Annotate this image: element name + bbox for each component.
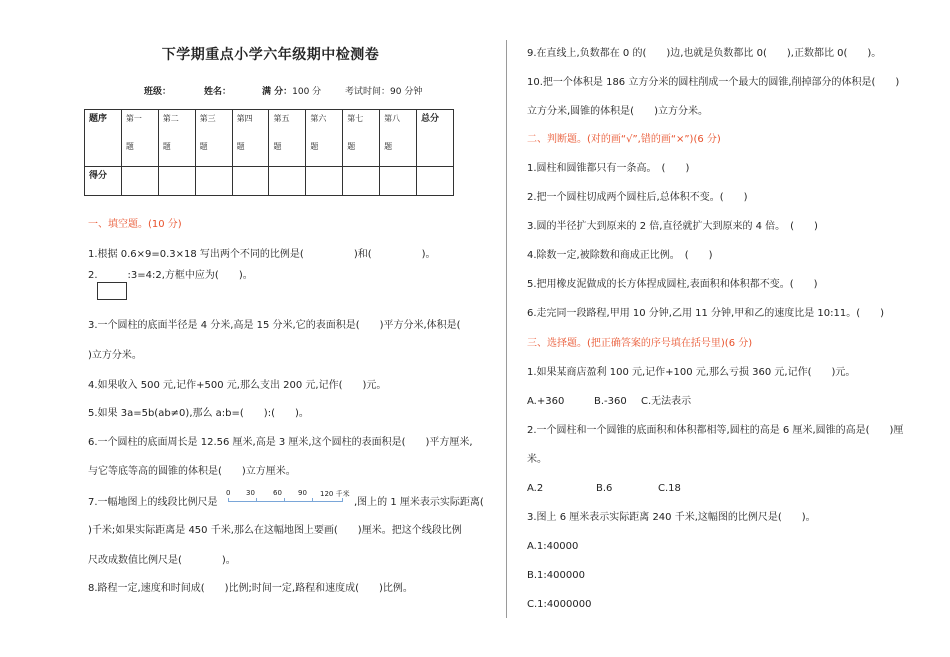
column-divider	[506, 40, 507, 618]
col-2: 第二 题	[158, 110, 195, 167]
judge-5: 5.把用橡皮泥做成的长方体捏成圆柱,表面积和体积都不变。( )	[527, 279, 818, 290]
question-4: 4.如果收入 500 元,记作+500 元,那么支出 200 元,记作( )元。	[88, 380, 387, 391]
scale-tick	[228, 498, 229, 502]
scale-tick	[342, 498, 343, 502]
choice-3: 3.图上 6 厘米表示实际距离 240 千米,这幅图的比例尺是( )。	[527, 512, 816, 523]
score-cell[interactable]	[269, 167, 306, 196]
col-6: 第六 题	[306, 110, 343, 167]
score-cell[interactable]	[306, 167, 343, 196]
choice-3-option-c: C.1:4000000	[527, 599, 592, 610]
total-header: 总分	[417, 110, 454, 167]
question-7-cont: )千米;如果实际距离是 450 千米,那么在这幅地图上要画( )厘米。把这个线段比例	[88, 525, 462, 536]
choice-1: 1.如果某商店盈利 100 元,记作+100 元,那么亏损 360 元,记作( )元。	[527, 367, 856, 378]
score-label: 得分	[85, 167, 122, 196]
choice-1-option-a: A.+360	[527, 396, 565, 407]
scale-label: 0	[226, 489, 231, 497]
scale-axis	[228, 501, 343, 502]
question-7: 7.一幅地图上的线段比例尺是	[88, 497, 218, 508]
question-8: 8.路程一定,速度和时间成( )比例;时间一定,路程和速度成( )比例。	[88, 583, 413, 594]
answer-box	[97, 282, 127, 300]
score-cell[interactable]	[195, 167, 232, 196]
question-9: 9.在直线上,负数都在 0 的( )边,也就是负数都比 0( ),正数都比 0( )。	[527, 48, 882, 59]
score-table	[84, 109, 454, 196]
col-7: 第七 题	[343, 110, 380, 167]
col-5: 第五 题	[269, 110, 306, 167]
exam-title: 下学期重点小学六年级期中检测卷	[161, 47, 380, 63]
question-3-cont: )立方分米。	[88, 350, 142, 361]
question-5: 5.如果 3a=5b(ab≠0),那么 a:b=( ):( )。	[88, 408, 309, 419]
score-cell[interactable]	[380, 167, 417, 196]
scale-label: 30	[246, 489, 255, 497]
question-6-cont: 与它等底等高的圆锥的体积是( )立方厘米。	[88, 466, 296, 477]
judge-6: 6.走完同一段路程,甲用 10 分钟,乙用 11 分钟,甲和乙的速度比是 10:11。( )	[527, 308, 885, 319]
col-4: 第四 题	[232, 110, 269, 167]
scale-label: 90	[298, 489, 307, 497]
choice-2-option-c: C.18	[658, 483, 681, 494]
question-7-cont2: 尺改成数值比例尺是( )。	[88, 555, 236, 566]
judge-2: 2.把一个圆柱切成两个圆柱后,总体积不变。( )	[527, 192, 748, 203]
choice-3-option-b: B.1:400000	[527, 570, 585, 581]
judge-3: 3.圆的半径扩大到原来的 2 倍,直径就扩大到原来的 4 倍。 ( )	[527, 221, 818, 232]
name-label: 姓名：	[204, 87, 232, 97]
score-cell[interactable]	[232, 167, 269, 196]
choice-3-option-a: A.1:40000	[527, 541, 579, 552]
choice-1-option-b: B.-360	[594, 396, 627, 407]
question-10-cont: 立方分米,圆锥的体积是( )立方分米。	[527, 106, 708, 117]
choice-2-option-a: A.2	[527, 483, 544, 494]
scale-label: 60	[273, 489, 282, 497]
question-1: 1.根据 0.6×9=0.3×18 写出两个不同的比例是( )和( )。	[88, 249, 436, 260]
scale-tick	[284, 498, 285, 502]
question-7-tail: ,图上的 1 厘米表示实际距离(	[354, 497, 484, 508]
line-scale	[224, 489, 354, 509]
choice-2-cont: 米。	[527, 454, 547, 465]
class-label: 班级：	[144, 87, 172, 97]
judge-1: 1.圆柱和圆锥都只有一条高。 ( )	[527, 163, 690, 174]
scale-tick	[312, 498, 313, 502]
row-header: 题序	[85, 110, 122, 167]
full-score: 满 分：100 分	[262, 87, 322, 97]
choice-1-option-c: C.无法表示	[641, 396, 692, 407]
scale-label: 120 千米	[320, 490, 350, 498]
scale-tick	[256, 498, 257, 502]
score-cell[interactable]	[343, 167, 380, 196]
col-3: 第三 题	[195, 110, 232, 167]
question-10: 10.把一个体积是 186 立方分米的圆柱削成一个最大的圆锥,削掉部分的体积是( )	[527, 77, 900, 88]
choice-2: 2.一个圆柱和一个圆锥的底面积和体积都相等,圆柱的高是 6 厘米,圆锥的高是( )厘	[527, 425, 904, 436]
question-2: 2. :3=4:2,方框中应为( )。	[88, 270, 253, 281]
judge-4: 4.除数一定,被除数和商成正比例。 ( )	[527, 250, 713, 261]
col-1: 第一 题	[121, 110, 158, 167]
section-true-false: 二、判断题。(对的画“√”,错的画“×”)(6 分)	[527, 134, 721, 145]
score-cell[interactable]	[121, 167, 158, 196]
choice-2-option-b: B.6	[596, 483, 613, 494]
question-3: 3.一个圆柱的底面半径是 4 分米,高是 15 分米,它的表面积是( )平方分米,体积是(	[88, 320, 461, 331]
section-fill-blank: 一、填空题。(10 分)	[88, 219, 182, 230]
question-6: 6.一个圆柱的底面周长是 12.56 厘米,高是 3 厘米,这个圆柱的表面积是( )平方厘米,	[88, 437, 473, 448]
score-cell[interactable]	[158, 167, 195, 196]
col-8: 第八 题	[380, 110, 417, 167]
score-cell[interactable]	[417, 167, 454, 196]
section-choice: 三、选择题。(把正确答案的序号填在括号里)(6 分)	[527, 338, 753, 349]
exam-time: 考试时间：90 分钟	[345, 87, 423, 97]
